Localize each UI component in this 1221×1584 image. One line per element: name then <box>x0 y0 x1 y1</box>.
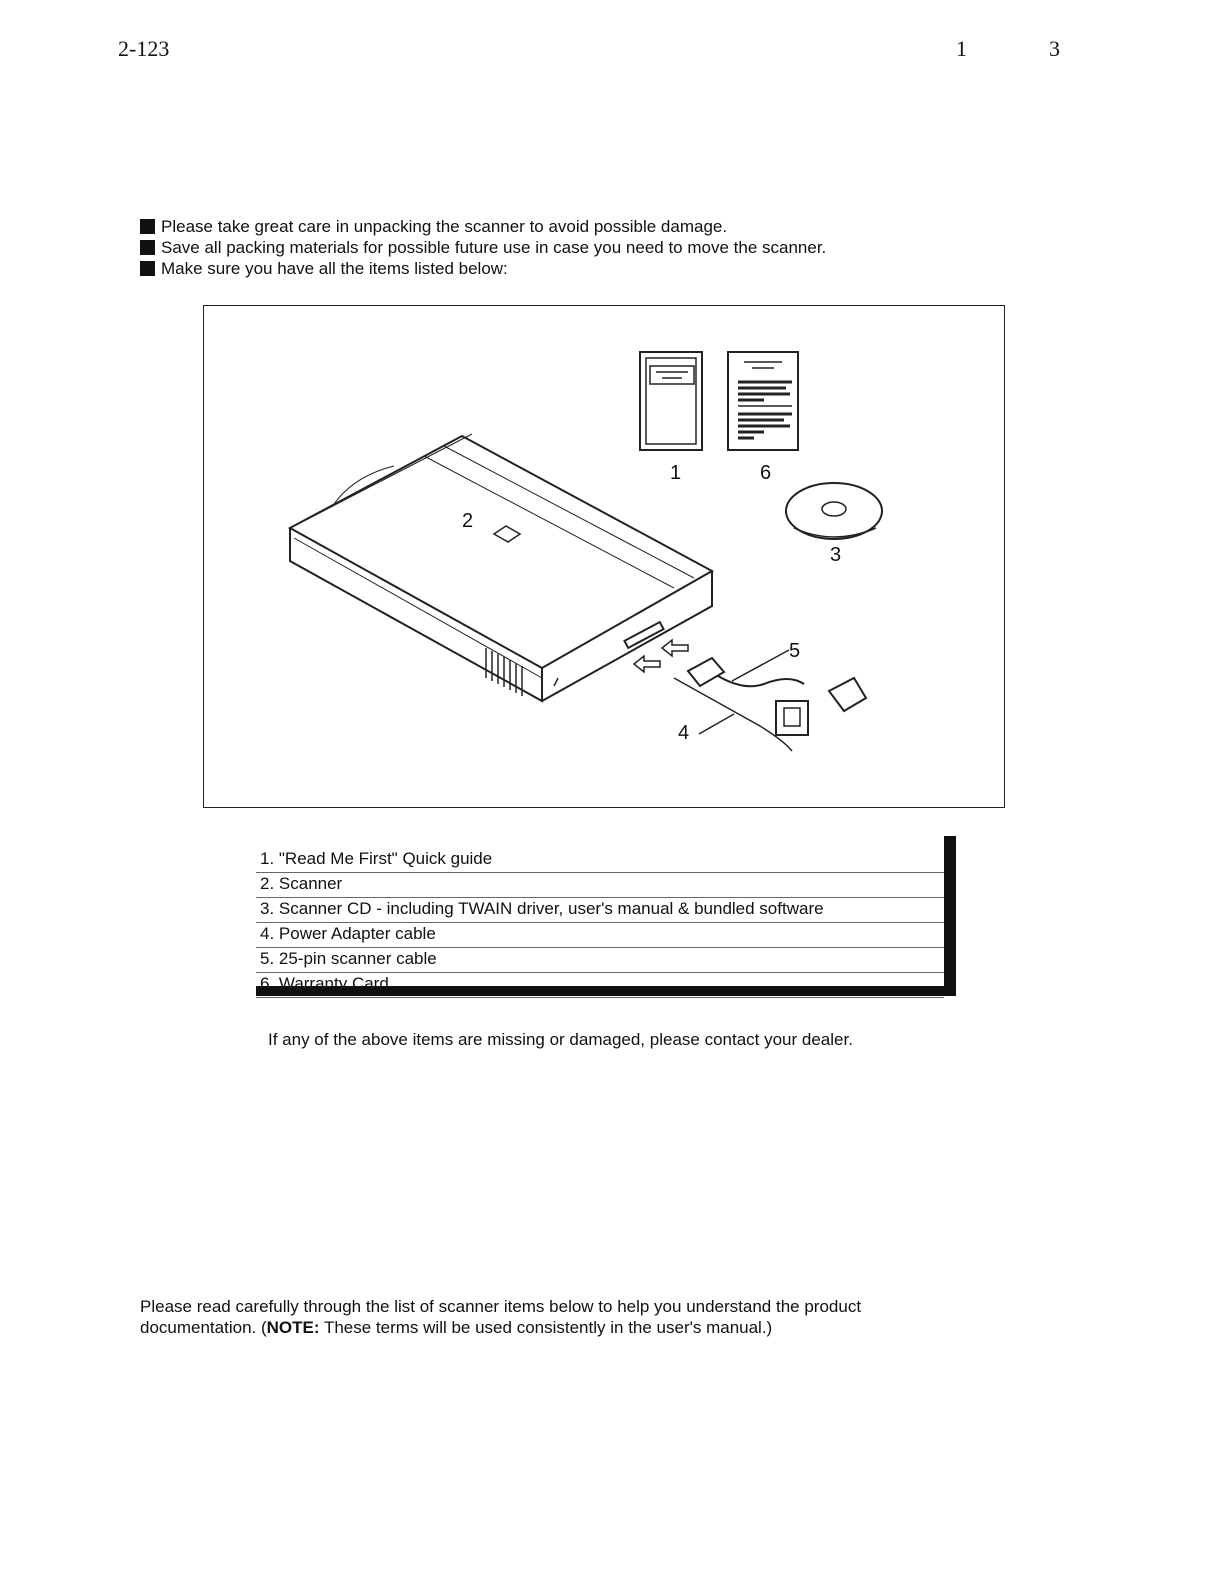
list-item: 3. Scanner CD - including TWAIN driver, user's manual & bundled software <box>256 898 944 923</box>
bullet-item: Make sure you have all the items listed below: <box>140 258 826 279</box>
label-cd: 3 <box>830 544 842 566</box>
package-contents-figure <box>203 305 1005 808</box>
cd-disc-icon <box>786 483 882 539</box>
list-item: 1. "Read Me First" Quick guide <box>256 848 944 873</box>
note-label: NOTE: <box>266 1318 320 1337</box>
label-warranty-card: 6 <box>760 462 772 484</box>
label-power-adapter: 4 <box>678 722 690 744</box>
unpacking-instructions <box>140 216 826 279</box>
documentation-note: Please read carefully through the list of scanner items below to help you understand the product documentation. (NOTE: These terms will be used consistently in the user's manual.) <box>140 1297 862 1337</box>
page-code: 2-123 <box>118 36 170 61</box>
list-item: 5. 25-pin scanner cable <box>256 948 944 973</box>
list-item: 6. Warranty Card <box>256 973 944 998</box>
page-number-right: 3 <box>1049 36 1060 61</box>
bullet-item: Please take great care in unpacking the scanner to avoid possible damage. <box>140 216 826 237</box>
bullet-square-icon <box>140 219 155 234</box>
missing-items-notice: If any of the above items are missing or damaged, please contact your dealer. <box>268 1030 853 1049</box>
power-adapter-icon <box>674 678 808 751</box>
bullet-item: Save all packing materials for possible future use in case you need to move the scanner. <box>140 237 826 258</box>
label-quick-guide: 1 <box>670 462 682 484</box>
warranty-card-icon <box>728 352 798 450</box>
bullet-square-icon <box>140 240 155 255</box>
label-scanner: 2 <box>462 510 474 532</box>
quick-guide-booklet-icon <box>640 352 702 450</box>
list-item: 2. Scanner <box>256 873 944 898</box>
label-scanner-cable: 5 <box>789 640 801 662</box>
list-item: 4. Power Adapter cable <box>256 923 944 948</box>
page-number-left: 1 <box>956 36 967 61</box>
package-items-list <box>256 836 956 996</box>
bullet-square-icon <box>140 261 155 276</box>
